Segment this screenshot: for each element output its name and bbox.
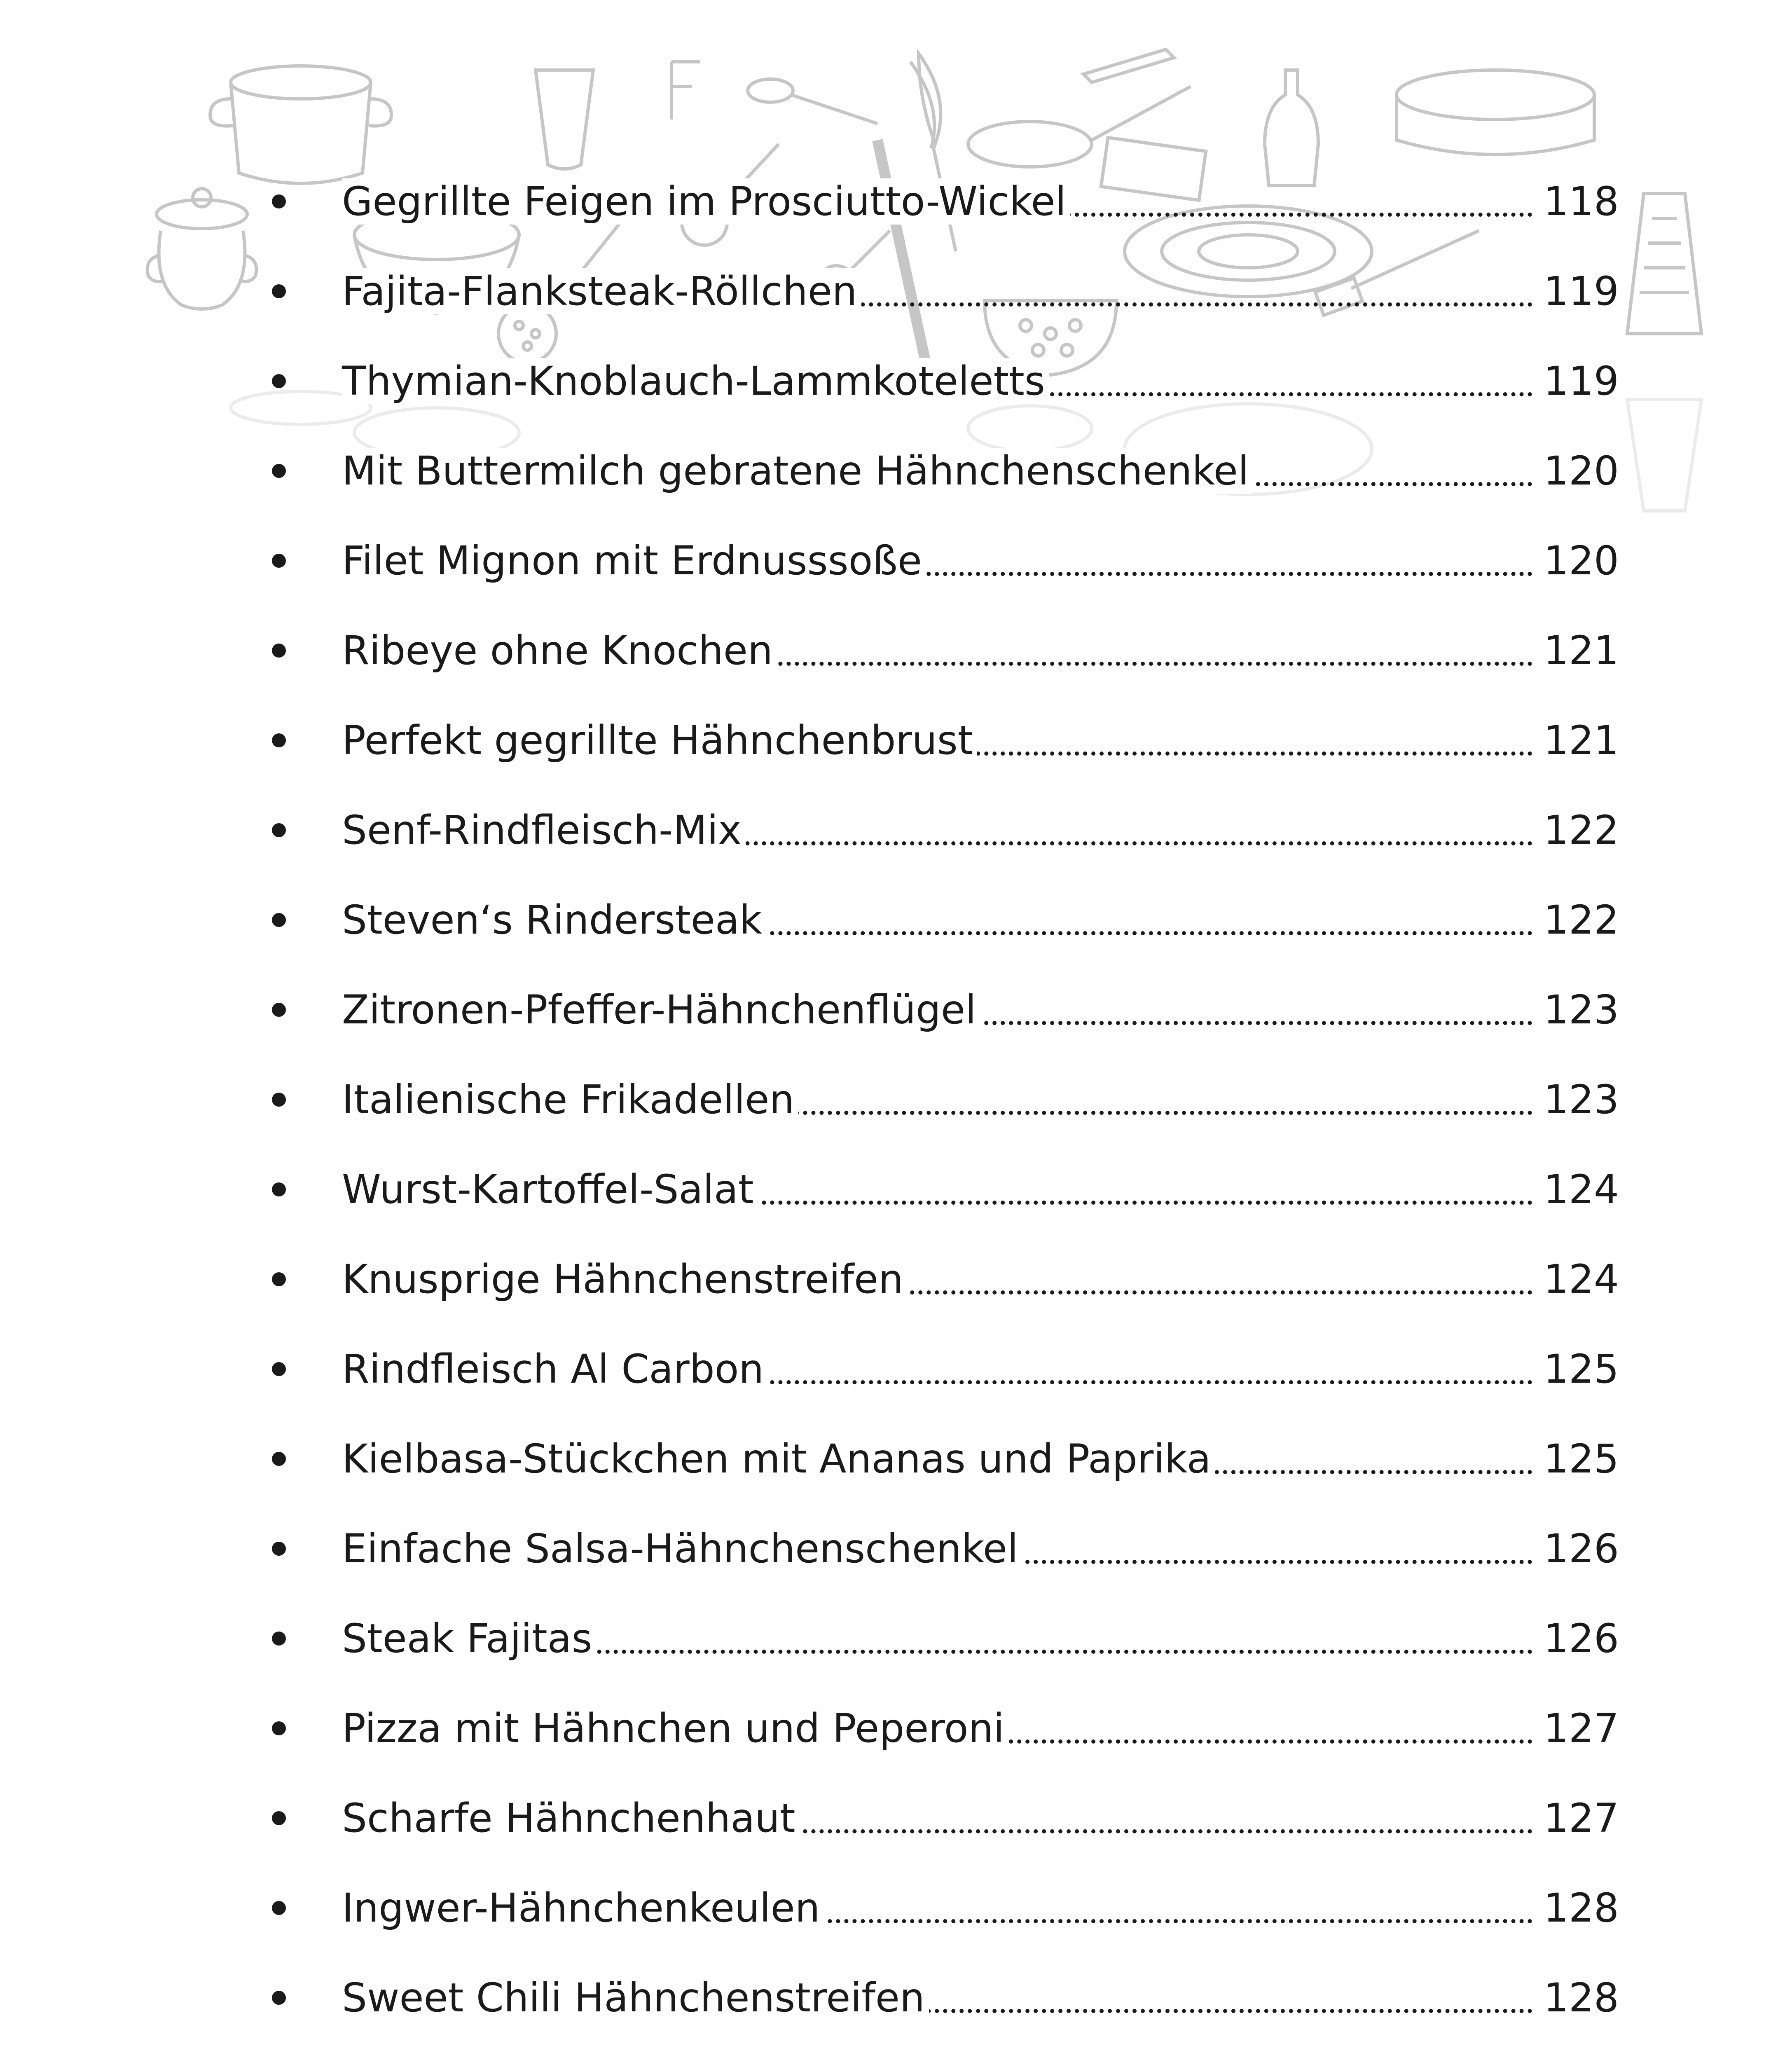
toc-entry[interactable] bbox=[272, 606, 1619, 695]
toc-entry-title: Fajita-Flanksteak-Röllchen bbox=[342, 268, 861, 314]
toc-entry[interactable] bbox=[272, 336, 1619, 426]
toc-entry-page-number: 125 bbox=[1539, 1349, 1619, 1389]
toc-entry[interactable] bbox=[272, 246, 1619, 336]
bullet-icon bbox=[272, 1362, 286, 1376]
toc-entry-title: Ingwer-Hähnchenkeulen bbox=[342, 1885, 824, 1931]
toc-entry[interactable] bbox=[272, 157, 1619, 246]
toc-entry-page-number: 120 bbox=[1539, 541, 1619, 581]
toc-entry-title: Perfekt gegrillte Hähnchenbrust bbox=[342, 717, 977, 763]
toc-entry-page-number: 124 bbox=[1539, 1259, 1619, 1299]
toc-entry[interactable] bbox=[272, 1414, 1619, 1504]
toc-entry-page-number: 119 bbox=[1539, 272, 1619, 311]
toc-entry[interactable] bbox=[272, 1504, 1619, 1594]
toc-entry-title: Sweet Chili Hähnchenstreifen bbox=[342, 1975, 929, 2021]
bullet-icon bbox=[272, 1542, 286, 1556]
bullet-icon bbox=[272, 1452, 286, 1466]
toc-entry[interactable] bbox=[272, 1953, 1619, 2043]
toc-entry[interactable] bbox=[272, 2043, 1619, 2060]
spoon-icon bbox=[748, 79, 877, 124]
grater-icon bbox=[1627, 194, 1701, 334]
lidded-pot-icon bbox=[147, 189, 256, 309]
toc-entry-title: Mit Buttermilch gebratene Hähnchenschenkel bbox=[342, 448, 1253, 494]
toc-entry-title: Scharfe Hähnchenhaut bbox=[342, 1795, 800, 1841]
toc-entry-title: Kielbasa-Stückchen mit Ananas und Paprika bbox=[342, 1436, 1215, 1482]
bullet-icon bbox=[272, 1901, 286, 1915]
toc-entry-page-number: 119 bbox=[1539, 361, 1619, 401]
bullet-icon bbox=[272, 1721, 286, 1735]
bullet-icon bbox=[272, 194, 286, 208]
toc-entry-title: Zitronen-Pfeffer-Hähnchenflügel bbox=[342, 987, 980, 1033]
bullet-icon bbox=[272, 554, 286, 568]
toc-entry-title: Thymian-Knoblauch-Lammkoteletts bbox=[342, 358, 1049, 404]
toc-entry-page-number: 126 bbox=[1539, 1529, 1619, 1568]
bullet-icon bbox=[272, 1991, 286, 2005]
toc-entry-title: Steak Fajitas bbox=[342, 1615, 597, 1662]
hook-icon bbox=[671, 62, 700, 119]
toc-entry-page-number: 123 bbox=[1539, 990, 1619, 1030]
toc-entry-page-number: 122 bbox=[1539, 810, 1619, 850]
bullet-icon bbox=[272, 374, 286, 388]
toc-entry-title: Knusprige Hähnchenstreifen bbox=[342, 1256, 908, 1302]
table-of-contents bbox=[272, 157, 1619, 2060]
bullet-icon bbox=[272, 1272, 286, 1286]
toc-entry[interactable] bbox=[272, 1863, 1619, 1953]
toc-entry-title: Rindfleisch Al Carbon bbox=[342, 1346, 768, 1392]
toc-entry-title: Einfache Salsa-Hähnchenschenkel bbox=[342, 1526, 1022, 1572]
toc-entry[interactable] bbox=[272, 1145, 1619, 1234]
toc-entry-page-number: 124 bbox=[1539, 1170, 1619, 1209]
bullet-icon bbox=[272, 1003, 286, 1017]
toc-entry[interactable] bbox=[272, 1683, 1619, 1773]
bullet-icon bbox=[272, 284, 286, 298]
bullet-icon bbox=[272, 1182, 286, 1196]
toc-entry-title: Filet Mignon mit Erdnusssoße bbox=[342, 538, 926, 584]
toc-entry[interactable] bbox=[272, 695, 1619, 785]
toc-entry-page-number: 121 bbox=[1539, 631, 1619, 670]
toc-entry[interactable] bbox=[272, 965, 1619, 1055]
bullet-icon bbox=[272, 823, 286, 837]
toc-entry-page-number: 126 bbox=[1539, 1619, 1619, 1658]
toc-entry[interactable] bbox=[272, 785, 1619, 875]
toc-entry[interactable] bbox=[272, 1594, 1619, 1683]
toc-entry-page-number: 125 bbox=[1539, 1439, 1619, 1479]
bullet-icon bbox=[272, 1811, 286, 1825]
toc-entry-title: Pizza mit Hähnchen und Peperoni bbox=[342, 1705, 1008, 1751]
toc-entry-title: Italienische Frikadellen bbox=[342, 1077, 798, 1123]
toc-entry[interactable] bbox=[272, 426, 1619, 516]
toc-entry[interactable] bbox=[272, 1234, 1619, 1324]
baking-ring-icon bbox=[1397, 70, 1594, 154]
bullet-icon bbox=[272, 733, 286, 747]
toc-entry[interactable] bbox=[272, 516, 1619, 606]
toc-entry-page-number: 121 bbox=[1539, 721, 1619, 760]
bullet-icon bbox=[272, 1093, 286, 1107]
toc-entry-title: Gegrillte Feigen im Prosciutto-Wickel bbox=[342, 178, 1070, 225]
knife-icon bbox=[1083, 49, 1174, 82]
bullet-icon bbox=[272, 644, 286, 658]
toc-entry[interactable] bbox=[272, 1324, 1619, 1414]
toc-entry-title: Steven‘s Rindersteak bbox=[342, 897, 766, 943]
toc-entry-page-number: 127 bbox=[1539, 1709, 1619, 1748]
bullet-icon bbox=[272, 913, 286, 927]
toc-entry[interactable] bbox=[272, 875, 1619, 965]
toc-entry-page-number: 128 bbox=[1539, 1978, 1619, 2018]
toc-entry-title: Ribeye ohne Knochen bbox=[342, 627, 777, 674]
toc-entry[interactable] bbox=[272, 1773, 1619, 1863]
toc-entry[interactable] bbox=[272, 1055, 1619, 1145]
bullet-icon bbox=[272, 1632, 286, 1646]
frying-pan-icon bbox=[968, 87, 1191, 167]
toc-entry-title: Senf-Rindfleisch-Mix bbox=[342, 807, 746, 853]
toc-entry-title: Wurst-Kartoffel-Salat bbox=[342, 1166, 758, 1213]
toc-entry-page-number: 118 bbox=[1539, 182, 1619, 221]
toc-entry-page-number: 128 bbox=[1539, 1888, 1619, 1928]
glass-icon bbox=[536, 70, 593, 169]
toc-entry-page-number: 120 bbox=[1539, 451, 1619, 491]
toc-entry-page-number: 122 bbox=[1539, 900, 1619, 940]
bullet-icon bbox=[272, 464, 286, 478]
toc-entry-page-number: 127 bbox=[1539, 1798, 1619, 1838]
toc-entry-page-number: 123 bbox=[1539, 1080, 1619, 1119]
